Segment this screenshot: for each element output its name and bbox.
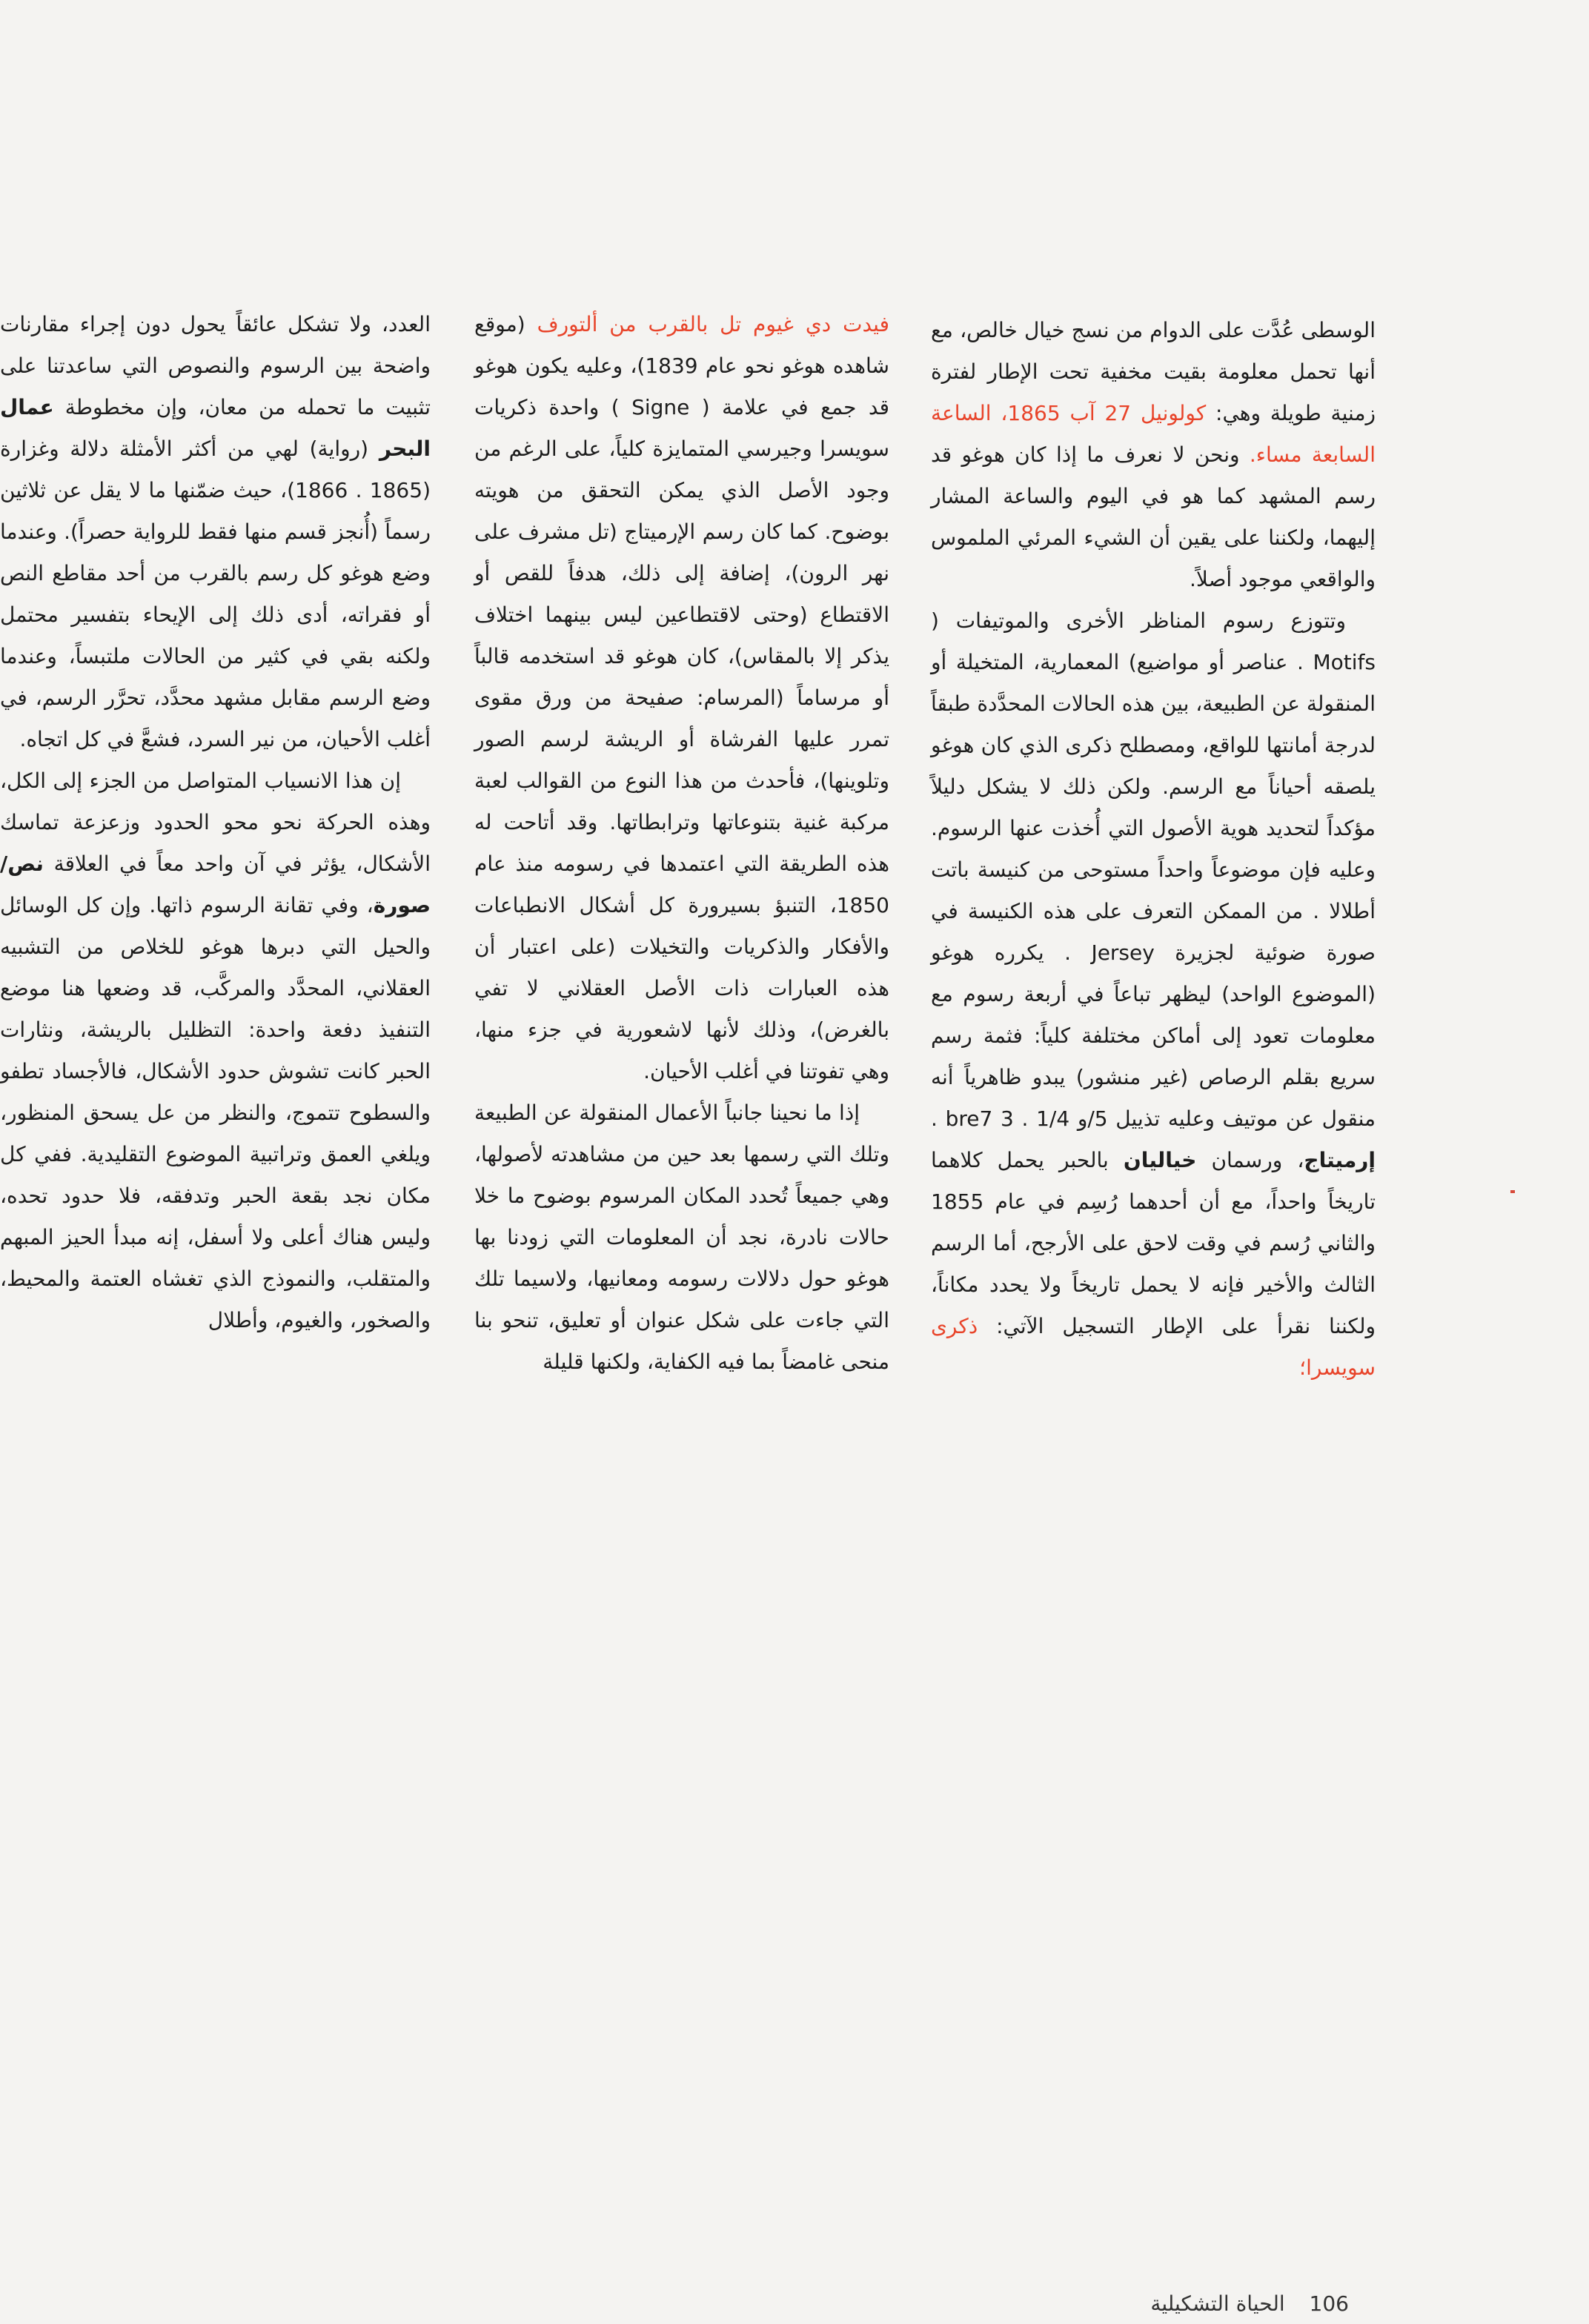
highlight-text: كولونيل 27 آب 1865، الساعة السابعة مساء.	[931, 401, 1376, 467]
body-text: (موقع شاهده هوغو نحو عام 1839)، وعليه يكون هوغو قد جمع في علامة ( Signe ) واحدة ذكريات سويسرا وجيرسي المتمايزة كلياً، على الرغم من وجود الأصل الذي يمكن التحقق من هويته بوضوح. كما كان رسم الإرميتاج (تل مشرف على نهر الرون)، إضافة إلى ذلك، هدفاً للقص أو الاقتطاع (وحتى لاقتطاعين ليس بينهما اختلاف يذكر إلا بالمقاس)، كان هوغو قد استخدمه قالباً أو مرساماً (المرسام: صفيحة من ورق مقوى تمرر عليها الفرشاة أو الريشة لرسم الصور وتلوينها)، فأحدث من هذا النوع من القوالب لعبة مركبة غنية بتنوعاتها وترابطاتها. وقد أتاحت له هذه الطريقة التي اعتمدها في رسومه منذ عام 1850، التنبؤ بسيرورة كل أشكال الانطباعات والأفكار والذكريات والتخيلات (على اعتبار أن هذه العبارات ذات الأصل العقلاني لا تفي بالغرض)، وذلك لأنها لاشعورية في جزء منها، وهي تفوتنا في أغلب الأحيان.	[474, 312, 889, 1083]
body-text: وتتوزع رسوم المناظر الأخرى والموتيفات ( Motifs . عناصر أو مواضيع) المعمارية، المتخيلة أو المنقولة عن الطبيعة، بين هذه الحالات المحدَّدة طبقاً لدرجة أمانتها للواقع، ومصطلح ذكرى الذي كان هوغو يلصقه أحياناً مع الرسم. ولكن ذلك لا يشكل دليلاً مؤكداً لتحديد هوية الأصول التي أُخذت عنها الرسوم. وعليه فإن موضوعاً واحداً مستوحى من كنيسة باتت أطلالا . من الممكن التعرف على هذه الكنيسة في صورة ضوئية لجزيرة Jersey . يكرره هوغو (الموضوع الواحد) ليظهر تباعاً في أربعة رسوم مع معلومات تعود إلى أماكن مختلفة كلياً: فثمة رسم سريع بقلم الرصاص (غير منشور) يبدو ظاهرياً أنه منقول عن موتيف وعليه تذييل 5/و 1/4 . 3 bre7 .	[931, 608, 1376, 1131]
paragraph	[931, 600, 1376, 1389]
decorative-mark	[1510, 1190, 1515, 1193]
paragraph	[474, 1092, 889, 1383]
column-right	[931, 310, 1376, 1389]
highlight-text: ذكرى سويسرا؛	[931, 1314, 1376, 1380]
body-text: إن هذا الانسياب المتواصل من الجزء إلى الكل، وهذه الحركة نحو محو الحدود وزعزعة تماسك الأشكال، يؤثر في آن واحد معاً في العلاقة	[0, 768, 431, 876]
column-left	[0, 304, 431, 1341]
paragraph	[931, 310, 1376, 600]
paragraph	[474, 304, 889, 1092]
bold-text: نص/صورة	[0, 851, 431, 917]
page-footer	[1112, 2291, 1349, 2316]
paragraph	[0, 760, 431, 1341]
body-text: بالحبر يحمل كلاهما تاريخاً واحداً، مع أن أحدهما رُسِم في عام 1855 والثاني رُسم في وقت لاحق على الأرجح، أما الرسم الثالث والأخير فإنه لا يحمل تاريخاً ولا يحدد مكاناً، ولكننا نقرأ على الإطار التسجيل الآتي:	[931, 1148, 1376, 1338]
body-text: (رواية) لهي من أكثر الأمثلة دلالة وغزارة (1865 . 1866)، حيث ضمّنها ما لا يقل عن ثلاثين رسماً (أُنجز قسم منها فقط للرواية حصراً). وعندما وضع هوغو كل رسم بالقرب من أحد مقاطع النص أو فقراته، أدى ذلك إلى الإيحاء بتفسير محتمل ولكنه بقي في كثير من الحالات ملتبساً، وعندما وضع الرسم مقابل مشهد محدَّد، تحرَّر الرسم، في أغلب الأحيان، من نير السرد، فشعَّ في كل اتجاه.	[0, 436, 431, 751]
body-text: ، وفي تقانة الرسوم ذاتها. وإن كل الوسائل والحيل التي دبرها هوغو للخلاص من التشبيه العقلاني، المحدَّد والمركَّب، قد وضعها هنا موضع التنفيذ دفعة واحدة: التظليل بالريشة، ونثارات الحبر كانت تشوش حدود الأشكال، فالأجساد تطفو والسطوح تتموج، والنظر من عل يسحق المنظور، ويلغي العمق وتراتبية الموضوع التقليدية. ففي كل مكان نجد بقعة الحبر وتدفقه، فلا حدود تحده، وليس هناك أعلى ولا أسفل، إنه مبدأ الحيز المبهم والمتقلب، والنموذج الذي تغشاه العتمة والمحيط، والصخور، والغيوم، وأطلال	[0, 893, 431, 1332]
body-text: الوسطى عُدَّت على الدوام من نسج خيال خالص، مع أنها تحمل معلومة بقيت مخفية تحت الإطار لفترة زمنية طويلة وهي:	[931, 318, 1376, 425]
bold-text: إرميتاج	[1304, 1148, 1376, 1172]
bold-text: خياليان	[1123, 1148, 1197, 1172]
column-middle	[474, 304, 889, 1383]
highlight-text: فيدت دي غيوم تل بالقرب من ألتورف	[537, 312, 890, 336]
body-text: العدد، ولا تشكل عائقاً يحول دون إجراء مقارنات واضحة بين الرسوم والنصوص التي ساعدتنا على تثبيت ما تحمله من معان، وإن مخطوطة	[0, 312, 431, 419]
magazine-name: الحياة التشكيلية	[1150, 2291, 1285, 2316]
body-text: إذا ما نحينا جانباً الأعمال المنقولة عن الطبيعة وتلك التي رسمها بعد حين من مشاهدته لأصولها، وهي جميعاً تُحدد المكان المرسوم بوضوح ما خلا حالات نادرة، نجد أن المعلومات التي زودنا بها هوغو حول دلالات رسومه ومعانيها، ولاسيما تلك التي جاءت على شكل عنوان أو تعليق، تنحو بنا منحى غامضاً بما فيه الكفاية، ولكنها قليلة	[474, 1100, 889, 1374]
body-text: ، ورسمان	[1196, 1148, 1304, 1172]
bold-text: عمال البحر	[0, 395, 431, 461]
body-text: ونحن لا نعرف ما إذا كان هوغو قد رسم المشهد كما هو في اليوم والساعة المشار إليهما، ولكننا على يقين أن الشيء المرئي الملموس والواقعي موجود أصلاً.	[931, 442, 1376, 591]
page-number: 106	[1309, 2291, 1349, 2316]
paragraph	[0, 304, 431, 760]
